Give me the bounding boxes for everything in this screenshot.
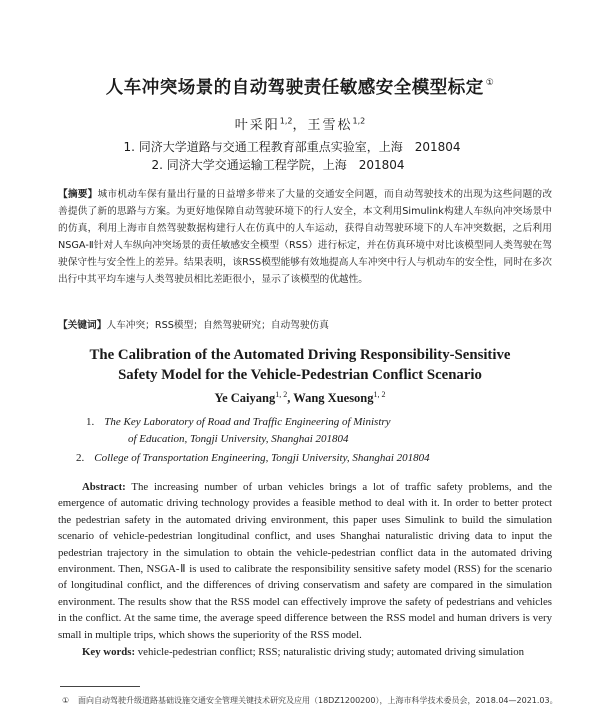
keywords-english-text: vehicle-pedestrian conflict; RSS; naturalistic driving study; automated driving simulation — [137, 646, 524, 658]
affiliation-english-1 — [86, 414, 566, 448]
keywords-chinese — [58, 317, 552, 331]
title-chinese-text: 人车冲突场景的自动驾驶责任敏感安全模型标定 — [105, 78, 484, 98]
footnote-text: 面向自动驾驶升级道路基础设施交通安全管理关键技术研究及应用（18DZ1200200），上海市科学技术委员会，2018.04—2021.03。 — [78, 696, 558, 705]
abstract-chinese-text: 城市机动车保有量出行量的日益增多带来了大量的交通安全问题，而自动驾驶技术的出现为这些问题的改善提供了新的思路与方案。为更好地保障自动驾驶环境下的行人安全，本文利用Simulink构建人车纵向冲突场景中的仿真，利用上海市自然驾驶数据构建行人在仿真中的人车运动，获得自动驾驶环境下的人车冲突数据，之后利用NSGA-Ⅱ针对人车纵向冲突场景的责任敏感安全模型（RSS）进行标定，并在仿真环境中对比该模型同人类驾驶在驾驶保守性与安全性上的差异。结果表明，该RSS模型能够有效地提高人车冲突中行人与机动车的安全性，同时在多次出行中其平均车速与人类驾驶员相比差距很小，显示了该模型的优越性。 — [58, 189, 553, 285]
abstract-english-text: The increasing number of urban vehicles brings a lot of traffic safety problems, and the emergence of automatic driving technology provides a feasible method to deal with it. In order to better protect the pedestrian safety in the automated driving environment, this paper uses Simulink to build the simulation scenario of vehicle-pedestrian longitudinal conflict, and uses Shanghai naturalistic driving data to input the pedestrian trajectory in the simulation to obtain the vehicle-pedestrian conflict data in the automated driving environment. Then, NSGA-Ⅱ is used to calibrate the responsibility sensitive safety model (RSS) for the scenario of longitudinal conflict, and the differences of driving conservatism and safety are compared in the simulation environment. The results show that the RSS model can effectively improve the safety of pedestrians and vehicles in the conflict. At the same time, the average speed difference between the RSS model and human drivers is very small in multiple trips, which shows the superiority of the RSS model. — [58, 481, 552, 641]
title-english — [0, 346, 600, 385]
affiliation-chinese-2: 2. 同济大学交通运输工程学院，上海 201804 — [151, 158, 405, 172]
author-separator: , — [287, 391, 294, 406]
keywords-chinese-label: 【关键词】 — [58, 320, 107, 331]
affiliation-english-2-line-1: College of Transportation Engineering, Tongji University, Shanghai 201804 — [94, 452, 430, 464]
author-affiliation-sup: 1,2 — [279, 116, 293, 126]
author-name: 叶采阳 — [234, 118, 280, 133]
affiliation-english-1-line-1: The Key Laboratory of Road and Traffic Engineering of Ministry — [104, 416, 391, 428]
affiliation-number: 2. — [76, 452, 85, 464]
keywords-chinese-text: 人车冲突；RSS模型；自然驾驶研究；自动驾驶仿真 — [106, 320, 329, 331]
footnote-mark: ① — [62, 696, 70, 705]
keywords-english — [58, 644, 552, 660]
authors-english — [0, 390, 600, 406]
title-chinese — [0, 74, 600, 99]
footnote — [62, 694, 558, 708]
abstract-chinese — [58, 186, 552, 288]
keywords-english-label: Key words: — [82, 646, 136, 658]
title-english-line-2: Safety Model for the Vehicle-Pedestrian Conflict Scenario — [118, 366, 482, 383]
affiliation-chinese-1: 1. 同济大学道路与交通工程教育部重点实验室，上海 201804 — [123, 140, 461, 154]
author-affiliation-sup: 1,2 — [352, 116, 366, 126]
author-affiliation-sup: 1, 2 — [275, 390, 288, 399]
author-name: Ye Caiyang — [214, 391, 276, 406]
affiliation-number: 1. — [86, 416, 95, 428]
affiliation-english-2 — [76, 450, 556, 467]
affiliation-english-1-line-2: of Education, Tongji University, Shanghai 201804 — [128, 433, 349, 445]
author-separator: ， — [292, 118, 308, 133]
author-affiliation-sup: 1, 2 — [373, 390, 386, 399]
abstract-english-label: Abstract: — [82, 481, 126, 493]
author-name: Wang Xuesong — [293, 391, 374, 406]
footnote-divider — [60, 686, 140, 687]
authors-chinese — [0, 114, 600, 133]
title-footnote-mark: ① — [485, 78, 495, 88]
author-name: 王雪松 — [307, 118, 353, 133]
abstract-english — [58, 479, 552, 643]
title-english-line-1: The Calibration of the Automated Driving Responsibility-Sensitive — [89, 347, 511, 363]
abstract-chinese-label: 【摘要】 — [58, 189, 98, 200]
